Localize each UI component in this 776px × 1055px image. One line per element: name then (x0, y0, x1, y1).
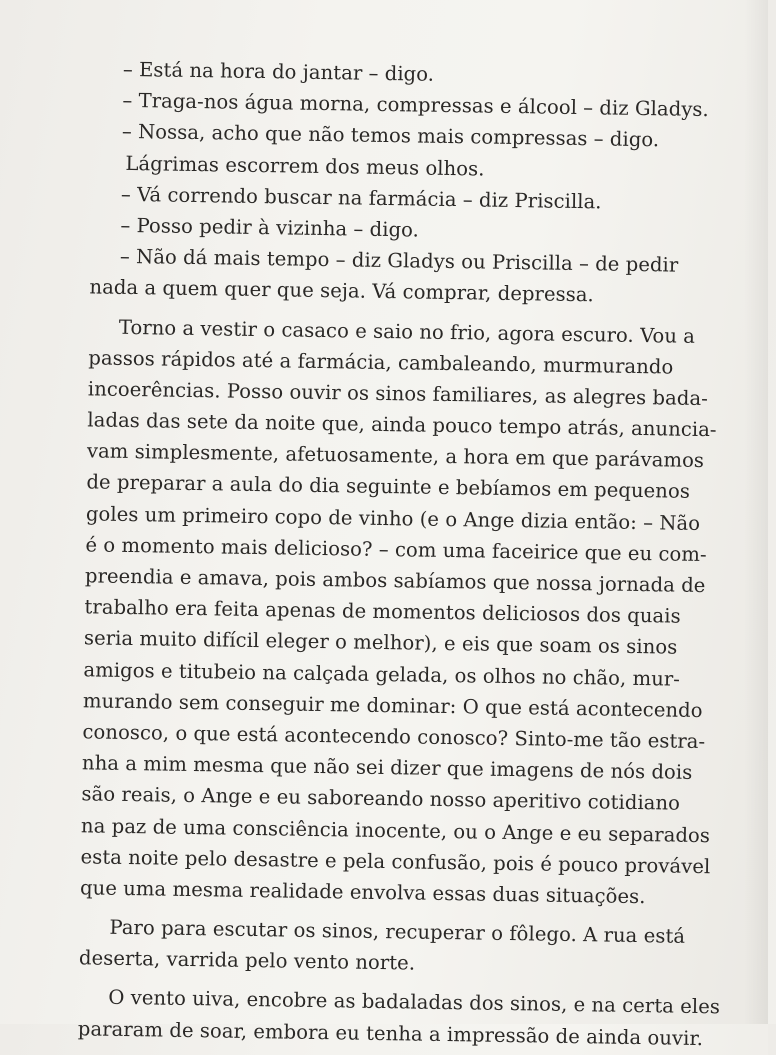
paragraph-line: Torno a vestir o casaco e saio no frio, agora escuro. Vou a (118, 315, 696, 348)
dialogue-line: – Posso pedir à vizinha – digo. (120, 213, 420, 242)
paragraph-line: é o momento mais delicioso? – com uma faceirice que eu com- (85, 533, 707, 566)
dialogue-line: – Nossa, acho que não temos mais compressas – digo. (121, 120, 660, 152)
paragraph-line: goles um primeiro copo de vinho (e o Ange dizia então: – Não (85, 501, 701, 535)
paragraph-line: passos rápidos até a farmácia, cambaleando, murmurando (88, 346, 674, 379)
paragraph-line: vam simplesmente, afetuosamente, a hora em que parávamos (86, 439, 705, 473)
paragraph-line: nha a mim mesma que não sei dizer que imagens de nós dois (81, 751, 693, 784)
paragraph-line: esta noite pelo desastre e pela confusão, pois é pouco provável (80, 844, 711, 878)
paragraph-line: que uma mesma realidade envolva essas duas situações. (79, 876, 646, 909)
paragraph-line: de preparar a aula do dia seguinte e bebíamos em pequenos (86, 470, 691, 504)
paragraph-line: O vento uiva, encobre as badaladas dos sinos, e na certa eles (108, 986, 721, 1019)
dialogue-line: nada a quem quer que seja. Vá comprar, depressa. (89, 275, 594, 307)
paragraph-line: conosco, o que está acontecendo conosco? Sinto-me tão estra- (82, 720, 706, 754)
dialogue-line: – Traga-nos água morna, compressas e álcool – diz Gladys. (122, 89, 709, 122)
dialogue-line: – Vá correndo buscar na farmácia – diz Priscilla. (120, 182, 602, 214)
page-edge-shadow (744, 0, 768, 1024)
paragraph-line: na paz de uma consciência inocente, ou o Ange e eu separados (80, 813, 711, 847)
narrative-line: Lágrimas escorrem dos meus olhos. (125, 151, 485, 181)
paragraph-line: murando sem conseguir me dominar: O que está acontecendo (82, 689, 703, 722)
paragraph-line: amigos e titubeio na calçada gelada, os olhos no chão, mur- (83, 657, 681, 691)
dialogue-line: – Não dá mais tempo – diz Gladys ou Priscilla – de pedir (119, 244, 679, 277)
page-text (77, 53, 721, 1053)
paragraph-line: incoerências. Posso ouvir os sinos familiares, as alegres bada- (87, 377, 709, 410)
paragraph-line: são reais, o Ange e eu saboreando nosso aperitivo cotidiano (81, 782, 681, 815)
paragraph-line: preendia e amava, pois ambos sabíamos que nossa jornada de (84, 564, 706, 598)
dialogue-line: – Está na hora do jantar – digo. (122, 57, 435, 86)
paragraph-line: ladas das sete da noite que, ainda pouco tempo atrás, anuncia- (87, 408, 717, 442)
paragraph-line: deserta, varrida pelo vento norte. (78, 946, 416, 975)
paragraph-line: pararam de soar, embora eu tenha a impressão de ainda ouvir. (77, 1016, 704, 1050)
paragraph-line: trabalho era feita apenas de momentos deliciosos dos quais (84, 595, 681, 628)
paragraph-line: seria muito difícil eleger o melhor), e eis que soam os sinos (83, 626, 678, 659)
paragraph-line: Paro para escutar os sinos, recuperar o fôlego. A rua está (109, 915, 686, 948)
